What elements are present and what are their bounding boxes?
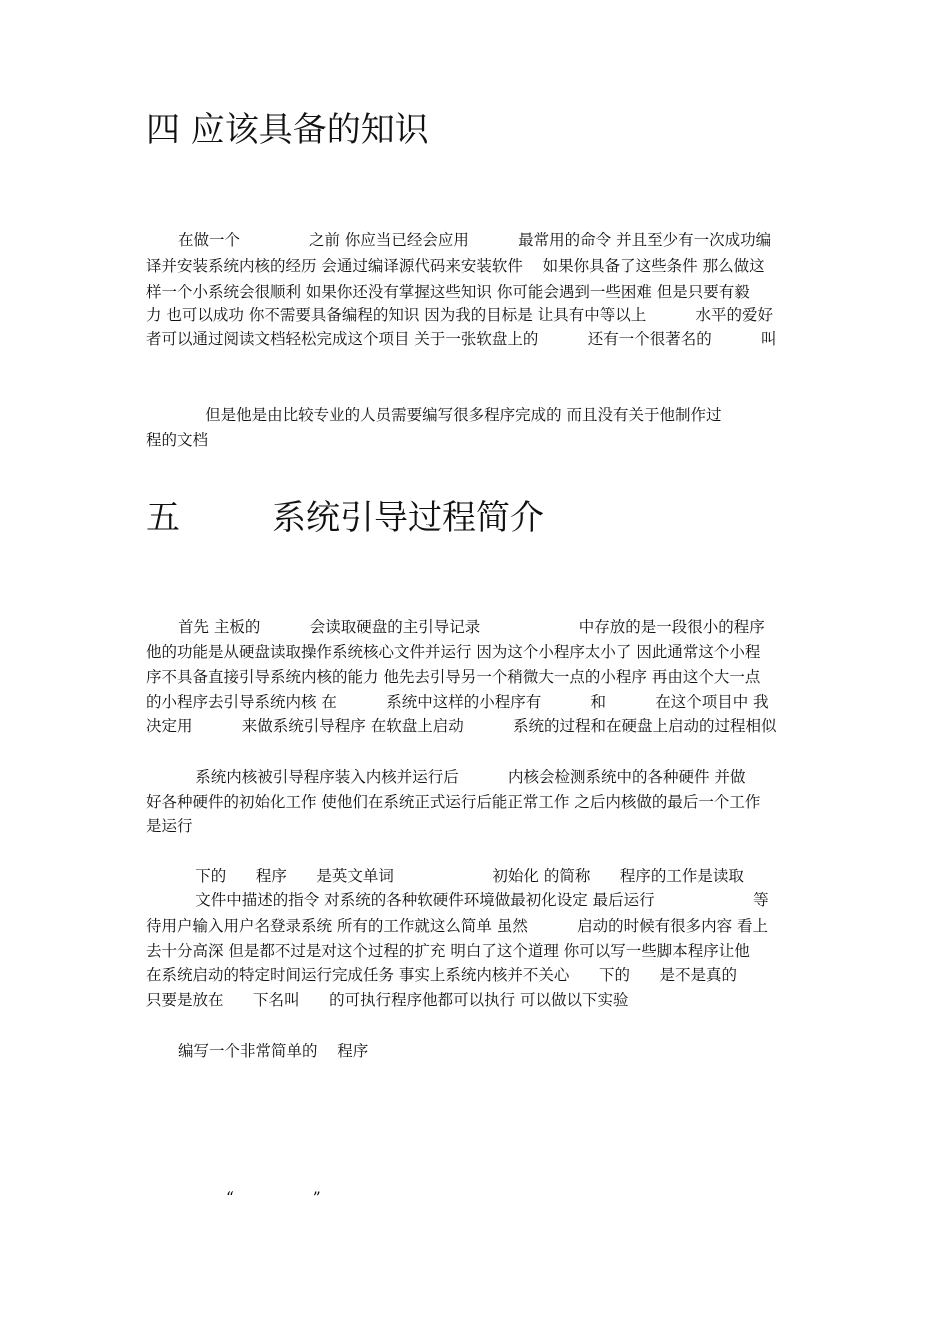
text-line: 只要是放在 下名叫 的可执行程序他都可以执行 可以做以下实验 bbox=[146, 991, 629, 1009]
text-line: 译并安装系统内核的经历 会通过编译源代码来安装软件 如果你具备了这些条件 那么做这 bbox=[146, 257, 765, 275]
text-line: 去十分高深 但是都不过是对这个过程的扩充 明白了这个道理 你可以写一些脚本程序让他 bbox=[146, 942, 750, 960]
text-line: 在做一个 之前 你应当已经会应用 最常用的命令 并且至少有一次成功编 bbox=[178, 231, 772, 249]
text-line: 力 也可以成功 你不需要具备编程的知识 因为我的目标是 让具有中等以上 水平的爱好 bbox=[146, 306, 773, 324]
text-line: 下的 程序 是英文单词 初始化 的简称 程序的工作是读取 bbox=[146, 867, 744, 885]
text-line: 系统内核被引导程序装入内核并运行后 内核会检测系统中的各种硬件 并做 bbox=[146, 768, 746, 786]
section-5-heading: 系统引导过程简介 bbox=[272, 498, 544, 538]
text-line: 在系统启动的特定时间运行完成任务 事实上系统内核并不关心 下的 是不是真的 bbox=[146, 966, 738, 984]
text-line: 文件中描述的指令 对系统的各种软硬件环境做最初化设定 最后运行 等 bbox=[146, 891, 769, 909]
text-line: 者可以通过阅读文档轻松完成这个项目 关于一张软盘上的 还有一个很著名的 叫 bbox=[146, 330, 777, 348]
text-line: 决定用 来做系统引导程序 在软盘上启动 系统的过程和在硬盘上启动的过程相似 bbox=[146, 717, 777, 735]
text-line: 编写一个非常简单的 程序 bbox=[178, 1042, 369, 1060]
text-line: 待用户输入用户名登录系统 所有的工作就这么简单 虽然 启动的时候有很多内容 看上 bbox=[146, 917, 769, 935]
text-line: 序不具备直接引导系统内核的能力 他先去引导另一个稍微大一点的小程序 再由这个大一点 bbox=[146, 668, 761, 686]
text-line: 好各种硬件的初始化工作 使他们在系统正式运行后能正常工作 之后内核做的最后一个工作 bbox=[146, 793, 761, 811]
quote-marks: “ ” bbox=[226, 1189, 321, 1207]
text-line: 首先 主板的 会读取硬盘的主引导记录 中存放的是一段很小的程序 bbox=[178, 618, 765, 636]
text-line: 的小程序去引导系统内核 在 系统中这样的小程序有 和 在这个项目中 我 bbox=[146, 693, 769, 711]
text-line: 他的功能是从硬盘读取操作系统核心文件并运行 因为这个小程序太小了 因此通常这个小程 bbox=[146, 643, 761, 661]
section-4-heading: 四 应该具备的知识 bbox=[146, 110, 429, 150]
text-line: 程的文档 bbox=[146, 431, 209, 449]
text-line: 是运行 bbox=[146, 817, 193, 835]
section-5-heading-number: 五 bbox=[146, 498, 180, 538]
text-line: 但是他是由比较专业的人员需要编写很多程序完成的 而且没有关于他制作过 bbox=[146, 406, 722, 424]
text-line: 样一个小系统会很顺利 如果你还没有掌握这些知识 你可能会遇到一些困难 但是只要有毅 bbox=[146, 283, 750, 301]
